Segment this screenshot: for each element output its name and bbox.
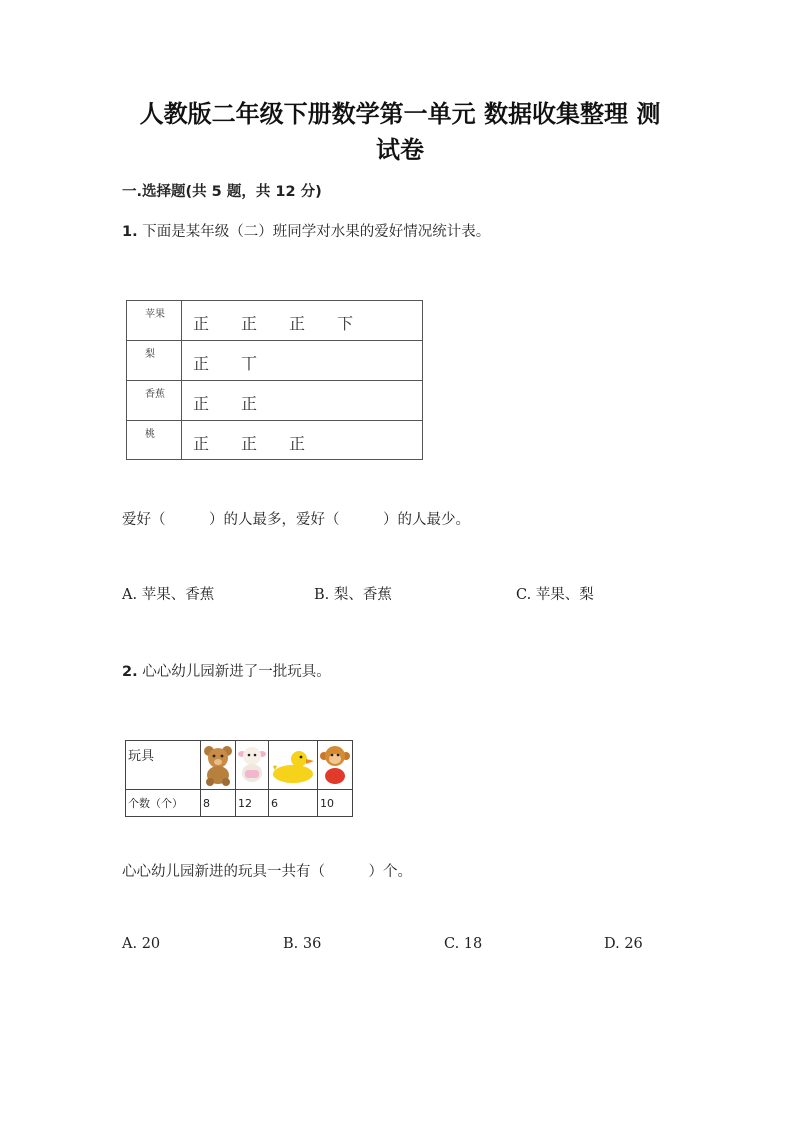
toy-table: [125, 740, 353, 817]
tally-mark: 正: [193, 314, 210, 333]
tally-table: [126, 300, 423, 460]
tally-mark: 正: [193, 394, 210, 413]
fruit-label: 苹果: [145, 309, 165, 320]
question-1: [122, 220, 490, 241]
question-number: 1.: [122, 224, 138, 240]
title-line-1: 人教版二年级下册数学第一单元 数据收集整理 测: [139, 100, 661, 128]
page-title: [110, 96, 690, 168]
fruit-label: 桃: [145, 429, 155, 440]
option-b[interactable]: B. 梨、香蕉: [314, 587, 392, 603]
tally-mark: 正: [289, 434, 306, 453]
tally-mark: 丅: [241, 354, 258, 373]
monkey-icon: [318, 741, 353, 790]
question-2: [122, 660, 331, 681]
option-c[interactable]: C. 苹果、梨: [516, 587, 594, 603]
section-heading: 一.选择题(共 5 题，共 12 分): [122, 184, 322, 200]
option-a[interactable]: A. 20: [122, 936, 161, 952]
tally-marks: [193, 351, 289, 374]
option-b[interactable]: B. 36: [283, 936, 322, 952]
lamb-icon: [236, 741, 269, 790]
table-row: [127, 421, 422, 461]
table-row: [127, 381, 422, 421]
fill-in-blank: 爱好（ ）的人最多，爱好（ ）的人最少。: [122, 512, 470, 528]
count-cell: 12: [236, 790, 269, 817]
tally-mark: 正: [193, 434, 210, 453]
table-row: [127, 341, 422, 381]
duck-icon: [269, 741, 318, 790]
title-line-2: 试卷: [376, 136, 424, 164]
count-cell: 8: [201, 790, 236, 817]
tally-mark: 正: [241, 434, 258, 453]
count-cell: 6: [269, 790, 318, 817]
toy-header-label: 玩具: [126, 741, 201, 790]
fruit-label: 香蕉: [145, 389, 165, 400]
tally-mark: 下: [337, 314, 354, 333]
option-a[interactable]: A. 苹果、香蕉: [122, 587, 215, 603]
tally-mark: 正: [241, 314, 258, 333]
teddy-bear-icon: [201, 741, 236, 790]
tally-mark: 正: [289, 314, 306, 333]
fill-in-blank: 心心幼儿园新进的玩具一共有（ ）个。: [122, 864, 412, 880]
tally-marks: [193, 431, 337, 454]
question-text: 下面是某年级（二）班同学对水果的爱好情况统计表。: [142, 224, 491, 240]
option-c[interactable]: C. 18: [444, 936, 483, 952]
tally-marks: [193, 311, 385, 334]
count-label: 个数（个）: [126, 790, 201, 817]
tally-mark: 正: [241, 394, 258, 413]
option-d[interactable]: D. 26: [604, 936, 643, 952]
table-row: [127, 301, 422, 341]
question-number: 2.: [122, 664, 138, 680]
tally-marks: [193, 391, 289, 414]
question-text: 心心幼儿园新进了一批玩具。: [142, 664, 331, 680]
fruit-label: 梨: [145, 349, 155, 360]
tally-mark: 正: [193, 354, 210, 373]
count-cell: 10: [318, 790, 353, 817]
